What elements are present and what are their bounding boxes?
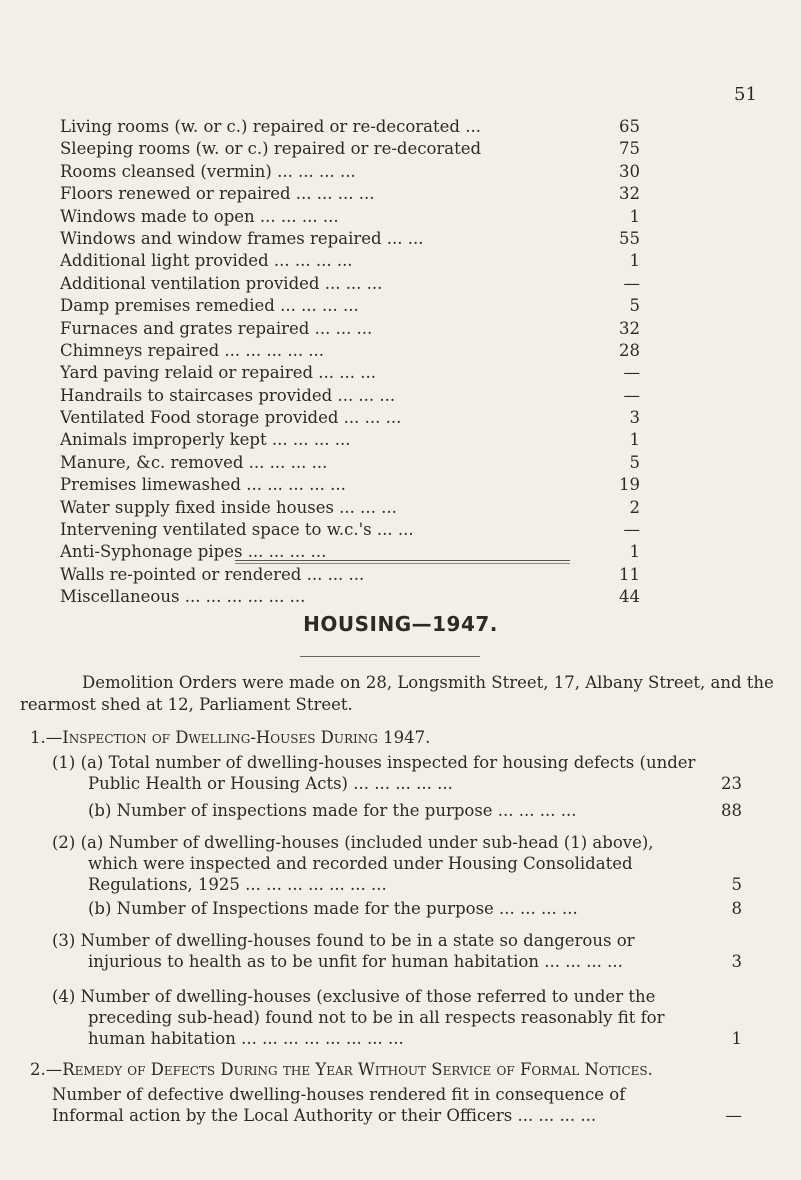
repair-label: Floors renewed or repaired ... ... ... ...: [60, 184, 375, 204]
item-3: [52, 930, 742, 972]
repair-row: [60, 318, 660, 340]
repair-label: Anti-Syphonage pipes ... ... ... ...: [60, 542, 327, 562]
repair-value: 75: [619, 139, 640, 159]
repair-label: Additional light provided ... ... ... ...: [60, 251, 353, 271]
item-2a-text: (2) (a) Number of dwelling-houses (included under sub-head (1) above), which were inspected and recorded under Housing Consolidated Regulations, 1925 ... ... ... ... ... ... ...: [52, 833, 654, 894]
repair-row: [60, 407, 660, 429]
demolition-paragraph: Demolition Orders were made on 28, Longsmith Street, 17, Albany Street, and the rearmost shed at 12, Parliament Street.: [20, 673, 774, 714]
repair-label: Miscellaneous ... ... ... ... ... ...: [60, 587, 306, 607]
repair-value: 11: [619, 564, 640, 584]
item-1b-text: (b) Number of inspections made for the purpose ... ... ... ...: [88, 801, 577, 820]
repair-value: 1: [629, 206, 640, 226]
item-1b: [88, 800, 742, 821]
double-rule-bottom: [235, 563, 570, 564]
repair-value: 30: [619, 161, 640, 181]
section1-title: 1.—Inspection of Dwelling-Houses During 1947.: [30, 728, 431, 747]
repair-row: [60, 340, 660, 362]
repair-value: 1: [629, 542, 640, 562]
repair-label: Ventilated Food storage provided ... ... ...: [60, 408, 402, 428]
item-4-text: (4) Number of dwelling-houses (exclusive of those referred to under the preceding sub-head) found not to be in all respects reasonably fit for human habitation ... ... ... ... ... ... ... ...: [52, 987, 665, 1048]
repair-value: 1: [629, 430, 640, 450]
repair-label: Yard paving relaid or repaired ... ... ...: [60, 363, 376, 383]
repair-label: Damp premises remedied ... ... ... ...: [60, 296, 359, 316]
item-2a-value: 5: [731, 875, 742, 894]
repair-label: Additional ventilation provided ... ... ...: [60, 273, 383, 293]
item-1b-value: 88: [721, 801, 742, 820]
repair-row: [60, 295, 660, 317]
repair-label: Manure, &c. removed ... ... ... ...: [60, 452, 328, 472]
repair-label: Rooms cleansed (vermin) ... ... ... ...: [60, 161, 356, 181]
repair-row: [60, 586, 660, 608]
repair-label: Windows and window frames repaired ... ...: [60, 228, 424, 248]
repair-value: —: [623, 520, 640, 540]
double-rule-top: [235, 560, 570, 561]
item-2a: [52, 832, 742, 895]
item-4-value: 1: [731, 1029, 742, 1048]
repair-label: Windows made to open ... ... ... ...: [60, 206, 339, 226]
section2-text: Number of defective dwelling-houses rendered fit in consequence of Informal action by the Local Authority or their Officers ... ... ... ...: [52, 1085, 626, 1125]
repair-value: 2: [629, 497, 640, 517]
repair-label: Handrails to staircases provided ... ... ...: [60, 385, 396, 405]
repair-row: [60, 362, 660, 384]
repair-value: 1: [629, 251, 640, 271]
item-2b-text: (b) Number of Inspections made for the purpose ... ... ... ...: [88, 899, 578, 918]
item-2b: [88, 898, 742, 919]
repair-label: Chimneys repaired ... ... ... ... ...: [60, 340, 325, 360]
repair-label: Animals improperly kept ... ... ... ...: [60, 430, 351, 450]
repair-row: [60, 161, 660, 183]
item-3-value: 3: [731, 952, 742, 971]
repair-label: Furnaces and grates repaired ... ... ...: [60, 318, 373, 338]
repair-value: 28: [619, 340, 640, 360]
repair-row: [60, 183, 660, 205]
repair-value: 65: [619, 117, 640, 136]
repair-row: [60, 474, 660, 496]
repair-value: 5: [629, 296, 640, 316]
repair-row: [60, 385, 660, 407]
repair-value: —: [623, 385, 640, 405]
repairs-list: [60, 116, 660, 609]
repair-row: [60, 206, 660, 228]
repair-row: [60, 497, 660, 519]
repair-value: 44: [619, 587, 640, 607]
section2-title: 2.—Remedy of Defects During the Year Without Service of Formal Notices.: [30, 1060, 653, 1079]
repair-label: Premises limewashed ... ... ... ... ...: [60, 475, 346, 495]
repair-label: Sleeping rooms (w. or c.) repaired or re-decorated: [60, 139, 482, 159]
item-4: [52, 986, 742, 1049]
repair-value: 5: [629, 452, 640, 472]
repair-row: [60, 452, 660, 474]
item-1a-value: 23: [721, 774, 742, 793]
repair-row: [60, 116, 660, 138]
item-1a-text: (1) (a) Total number of dwelling-houses inspected for housing defects (under Public Health or Housing Acts) ... ... ... ... ...: [52, 753, 696, 793]
repair-row: [60, 273, 660, 295]
repair-label: Intervening ventilated space to w.c.'s ... ...: [60, 520, 414, 540]
repair-row: [60, 138, 660, 160]
heading-rule: [300, 656, 480, 657]
repair-row: [60, 429, 660, 451]
repair-label: Walls re-pointed or rendered ... ... ...: [60, 564, 365, 584]
repair-value: 32: [619, 184, 640, 204]
repair-value: 55: [619, 228, 640, 248]
item-3-text: (3) Number of dwelling-houses found to be in a state so dangerous or injurious to health as to be unfit for human habitation ... ... ... ...: [52, 931, 635, 971]
repair-value: 32: [619, 318, 640, 338]
repair-label: Water supply fixed inside houses ... ... ...: [60, 497, 397, 517]
section2-item: [52, 1084, 742, 1126]
section2-value: —: [725, 1106, 742, 1125]
repair-value: —: [623, 363, 640, 383]
item-1a: [52, 752, 742, 794]
repair-row: [60, 250, 660, 272]
repair-row: [60, 228, 660, 250]
repair-value: —: [623, 273, 640, 293]
repair-label: Living rooms (w. or c.) repaired or re-decorated ...: [60, 117, 481, 136]
page-number: 51: [734, 84, 757, 105]
repair-value: 3: [629, 408, 640, 428]
repair-row: [60, 564, 660, 586]
repair-value: 19: [619, 475, 640, 495]
section-heading: HOUSING—1947.: [303, 612, 498, 636]
repair-row: [60, 519, 660, 541]
item-2b-value: 8: [731, 899, 742, 918]
